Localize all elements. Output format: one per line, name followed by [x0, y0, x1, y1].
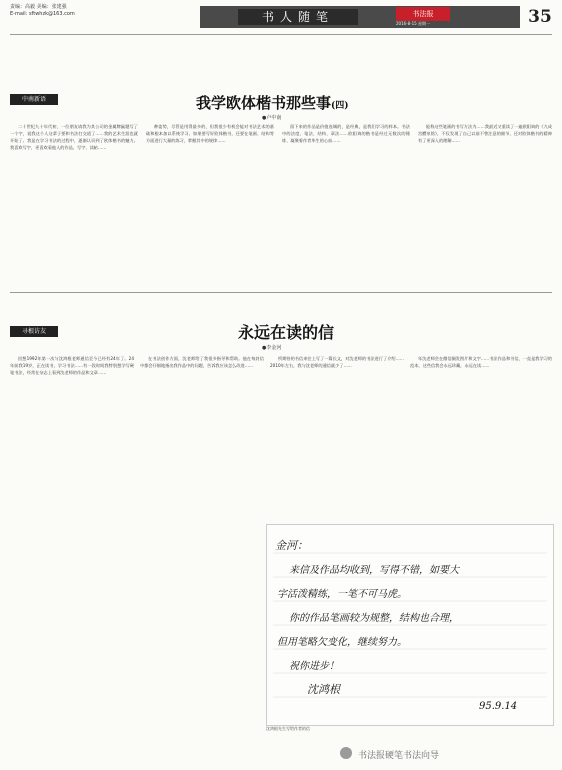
header-email-line: E-mail: sftwhzk@163.com — [10, 11, 75, 17]
issue-date: 2016-8-15 星期一 — [396, 21, 430, 26]
newspaper-logo: 书法报 — [396, 7, 450, 21]
article1-tag: 中南新语 — [10, 94, 58, 105]
article2-title: 永远在读的信 — [238, 323, 335, 342]
header-band — [200, 6, 520, 28]
article1-column-2 — [146, 124, 274, 284]
article2-paragraph: 在书法创作方面，沈老师给了我很多指导和帮助。他在每封信中都会仔细地指出我作品中的问题，告诉我应该怎么改进…… — [140, 356, 264, 368]
article1-column-4 — [418, 124, 552, 284]
article1-paragraph: 二十世纪九十年代初，一位朋友请我为其公司的金属牌匾题写了一个字，说我这个人这辈子要和书法打交道了……我的艺术生涯也就开始了。我是在学习书法的过程中，逐渐认识到了欧体楷书的魅力。我喜欢写字，更喜欢看他人的作品，写字、读帖…… — [10, 124, 138, 150]
letter-line: 但用笔略欠变化，继续努力。 — [277, 637, 407, 648]
article2-column-1 — [10, 356, 134, 746]
section-divider — [10, 292, 552, 293]
article1-paragraph: 留下来的作品是价值连城的，是经典，是我们学习的样本。书法中的法度、笔法、结构、章法……欧阳询的楷书是经过无数次的锤炼、凝聚着作者毕生的心血…… — [282, 124, 410, 143]
article1-column-3 — [282, 124, 410, 284]
letter-line: 金河： — [275, 539, 308, 552]
letter-line: 来信及作品均收到，写得不错，如要大 — [289, 565, 459, 576]
article1-paragraph: 能称这些笔画的书写方法为……我最近又重读了一遍欧阳询的《九成宫醴泉铭》，不仅发现了自己以前不曾注意的细节，还对欧体楷书的精神有了更深入的理解…… — [418, 124, 552, 143]
article2-paragraph: 回想1992年第一次与沈鸿根老师通信至今已经有24年了。24年前我19岁，正在读书，学习书法……有一段时间我特别想学写硬笔书法，经常在杂志上看到沈老师的作品和文章…… — [10, 356, 134, 375]
section-title: 书人随笔 — [238, 9, 358, 25]
article1-author: ●卢中南 — [262, 115, 282, 121]
article2-tag: 寻根访友 — [10, 326, 58, 337]
article2-column-4 — [410, 356, 552, 516]
header-editor-info — [10, 4, 75, 18]
article1-paragraph: 种姿势，尽管是用得最多的，但我很少有机会能对书法艺术的基础和根本加以系统学习。如果要写好欧体楷书，还要在笔画、结构等方面进行大量的练习，掌握其中的规律…… — [146, 124, 274, 143]
handwritten-letter-image — [266, 524, 554, 726]
article1-title-part: (四) — [331, 101, 349, 111]
article2-column-3 — [270, 356, 404, 516]
article1-column-1 — [10, 124, 138, 284]
page-number: 35 — [528, 7, 552, 27]
article1-title — [196, 92, 349, 113]
wechat-icon — [340, 747, 352, 759]
article2-column-2 — [140, 356, 264, 746]
article2-paragraph: 所期待的书信来往上写了一篇长文，对沈老师的书法进行了介绍……2010年左右，我与沈老师的通信就少了…… — [270, 356, 404, 368]
header-rule — [10, 34, 552, 35]
letter-caption: 沈鸿根先生写给作者的信 — [266, 726, 310, 731]
header-editor-line: 责编：高毅 美编：张建强 — [10, 4, 67, 10]
letter-date: 95.9.14 — [479, 701, 518, 712]
article2-paragraph: 年沈老师会在微信圈发图片和文字……书法作品和书信，一直是我学习的范本，这些信我会永远珍藏，永远在读…… — [410, 356, 552, 368]
letter-line: 你的作品笔画较为规整，结构也合理， — [289, 613, 459, 624]
letter-signature: 沈鸿根 — [307, 683, 340, 696]
page-header — [0, 0, 562, 34]
letter-line: 字活泼精练，一笔不可马虎。 — [277, 589, 407, 600]
watermark-text: 书法报硬笔书法向导 — [358, 751, 440, 761]
article1-title-text: 我学欧体楷书那些事 — [196, 94, 332, 112]
article2-author: ●李金河 — [262, 345, 282, 351]
letter-line: 祝你进步！ — [289, 661, 339, 672]
